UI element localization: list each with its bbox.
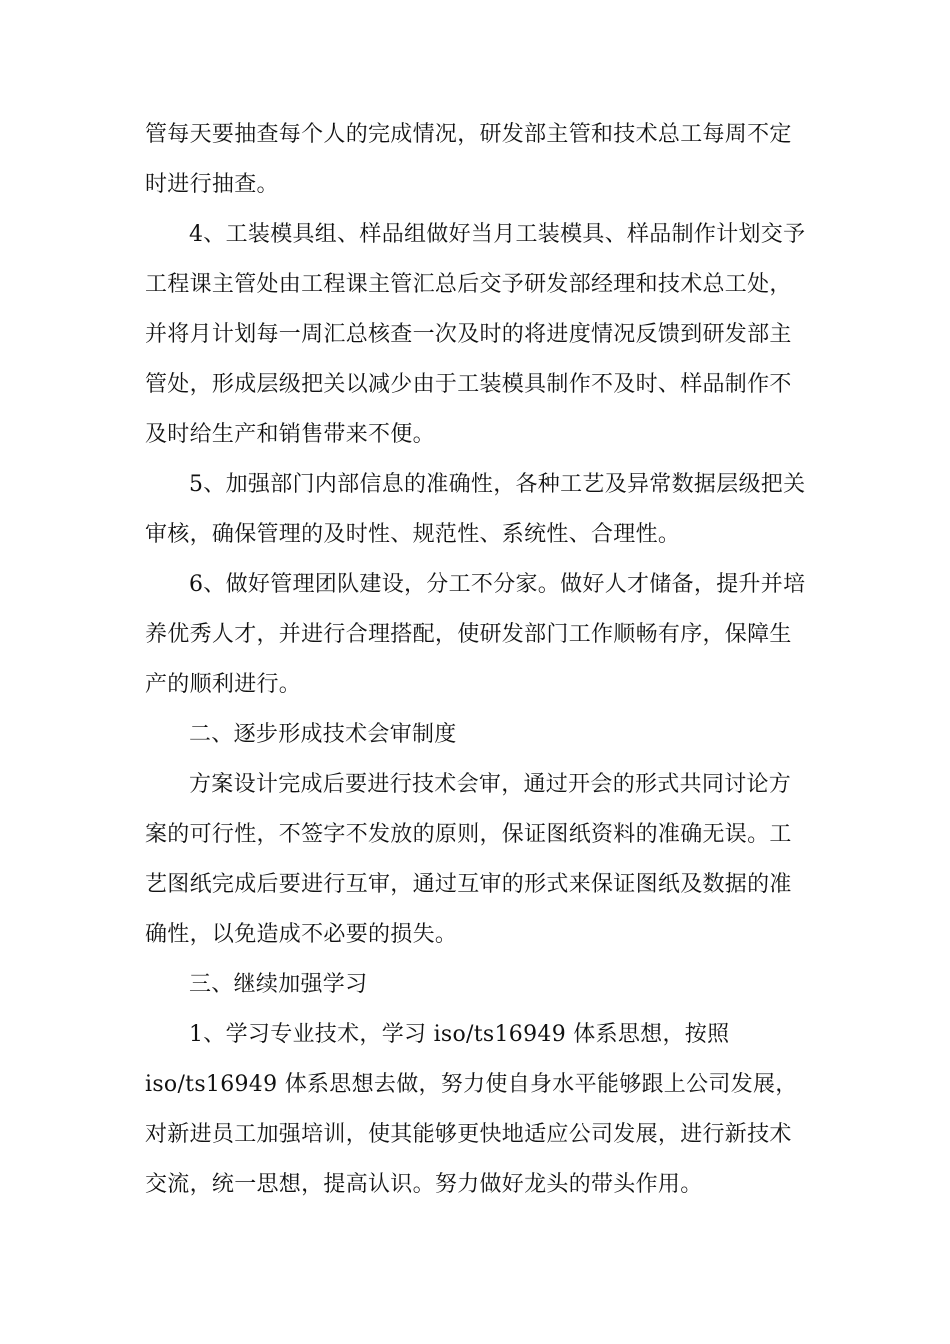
text-line: 5、加强部门内部信息的准确性，各种工艺及异常数据层级把关: [189, 472, 806, 497]
text-line: iso/ts16949 体系思想去做，努力使自身水平能够跟上公司发展，: [145, 1072, 798, 1097]
section-heading: 二、逐步形成技术会审制度: [189, 722, 457, 747]
text-line: 方案设计完成后要进行技术会审，通过开会的形式共同讨论方: [189, 772, 792, 797]
document-body: [145, 110, 810, 1210]
text-line: 4、工装模具组、样品组做好当月工装模具、样品制作计划交予: [189, 222, 806, 247]
text-line: 艺图纸完成后要进行互审，通过互审的形式来保证图纸及数据的准: [145, 872, 792, 897]
text-line: 并将月计划每一周汇总核查一次及时的将进度情况反馈到研发部主: [145, 322, 792, 347]
text-line: 管每天要抽查每个人的完成情况，研发部主管和技术总工每周不定: [145, 122, 792, 147]
text-line: 及时给生产和销售带来不便。: [145, 422, 435, 447]
text-line: 案的可行性，不签字不发放的原则，保证图纸资料的准确无误。工: [145, 822, 792, 847]
text-line: 养优秀人才，并进行合理搭配，使研发部门工作顺畅有序，保障生: [145, 622, 792, 647]
text-line: 对新进员工加强培训，使其能够更快地适应公司发展，进行新技术: [145, 1122, 792, 1147]
text-line: 6、做好管理团队建设，分工不分家。做好人才储备，提升并培: [189, 572, 806, 597]
text-line: 工程课主管处由工程课主管汇总后交予研发部经理和技术总工处，: [145, 272, 792, 297]
text-line: 时进行抽查。: [145, 172, 279, 197]
section-heading: 三、继续加强学习: [189, 972, 368, 997]
text-line: 产的顺利进行。: [145, 672, 302, 697]
text-line: 审核，确保管理的及时性、规范性、系统性、合理性。: [145, 522, 681, 547]
text-line: 确性，以免造成不必要的损失。: [145, 922, 458, 947]
text-line: 交流，统一思想，提高认识。努力做好龙头的带头作用。: [145, 1172, 703, 1197]
text-line: 1、学习专业技术，学习 iso/ts16949 体系思想，按照: [189, 1022, 730, 1047]
text-line: 管处，形成层级把关以减少由于工装模具制作不及时、样品制作不: [145, 372, 792, 397]
